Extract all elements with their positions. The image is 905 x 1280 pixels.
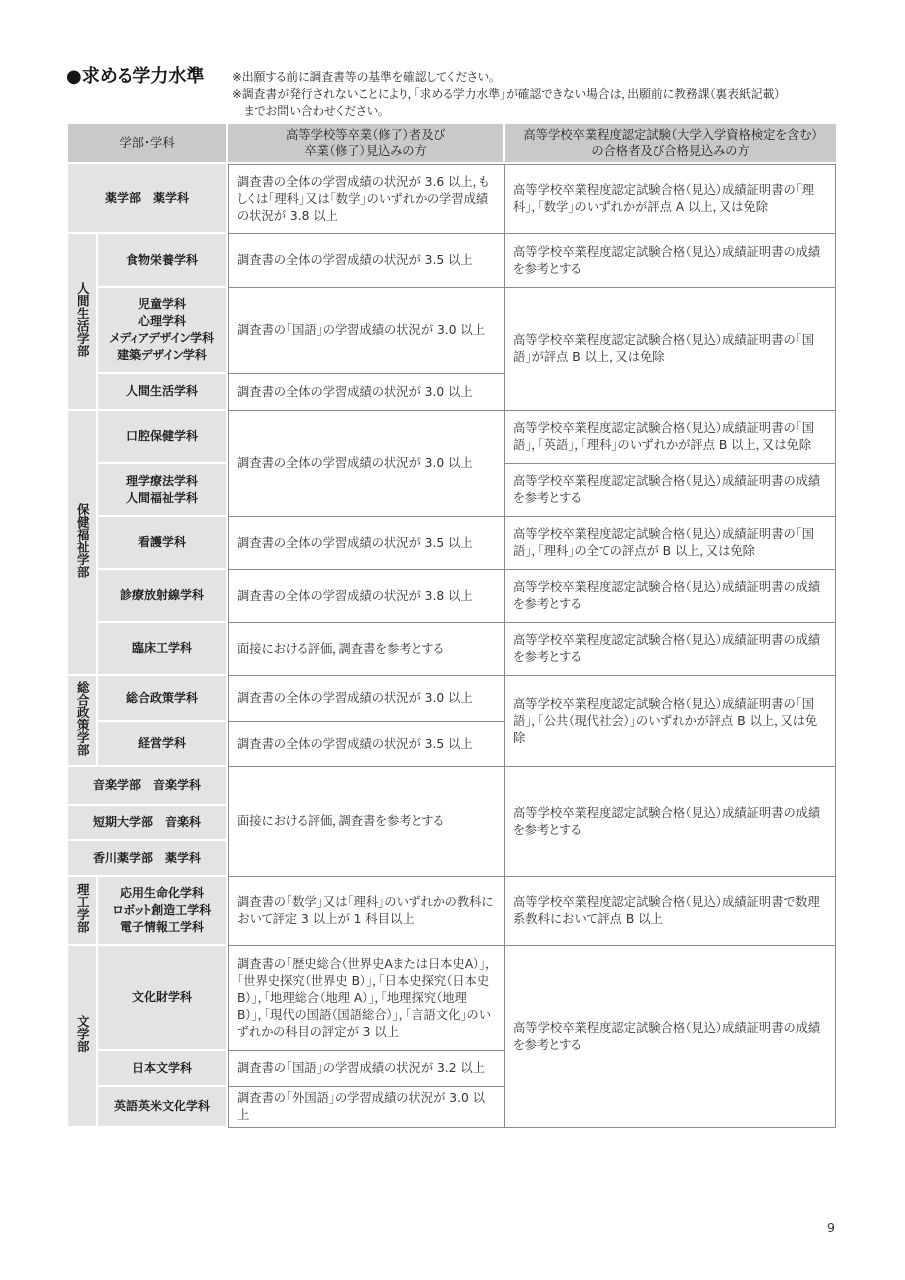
department-label: 音楽学部 音楽学科 (92, 778, 201, 792)
page-number: 9 (827, 1220, 835, 1235)
graduates-requirement-cell: 調査書の「国語」の学習成績の状況が 3.2 以上 (228, 1051, 505, 1087)
graduates-requirement-cell: 面接における評価，調査書を参考とする (228, 767, 505, 877)
table-row (68, 767, 836, 806)
department-label: 児童学科 (137, 297, 186, 311)
faculty-cell (68, 946, 98, 1128)
table-row (68, 517, 836, 570)
department-cell (98, 288, 228, 374)
graduates-requirement-cell: 調査書の全体の学習成績の状況が 3.0 以上 (228, 374, 505, 411)
table-row (68, 164, 836, 234)
graduates-requirement-cell: 調査書の全体の学習成績の状況が 3.5 以上 (228, 722, 505, 767)
department-cell (98, 411, 228, 464)
table-row (68, 570, 836, 623)
header-graduates-line: 卒業（修了）見込みの方 (304, 144, 427, 158)
certification-requirement-cell: 高等学校卒業程度認定試験合格（見込）成績証明書の成績を参考とする (505, 946, 836, 1128)
department-label: 日本文学科 (131, 1060, 192, 1075)
certification-requirement-cell: 高等学校卒業程度認定試験合格（見込）成績証明書で数理系教科において評点 B 以上 (505, 877, 836, 946)
header-graduates (228, 124, 505, 164)
header-graduates-line: 高等学校等卒業（修了）者及び (285, 128, 446, 142)
department-label: 電子情報工学科 (119, 920, 204, 934)
faculty-cell (68, 411, 98, 676)
department-cell (98, 623, 228, 676)
certification-requirement-cell: 高等学校卒業程度認定試験合格（見込）成績証明書の成績を参考とする (505, 623, 836, 676)
department-label: 人間生活学科 (125, 384, 198, 398)
section-title: ●求める学力水準 (66, 66, 205, 87)
faculty-label: 文学部 (75, 1014, 91, 1053)
table-row (68, 676, 836, 722)
table-header-row (68, 124, 836, 164)
department-cell (98, 570, 228, 623)
department-label: 文化財学科 (131, 990, 192, 1004)
department-label: 建築デザイン学科 (117, 348, 207, 362)
department-cell (98, 464, 228, 517)
certification-requirement-cell: 高等学校卒業程度認定試験合格（見込）成績証明書の「国語」，「理科」の全ての評点が B 以上，又は免除 (505, 517, 836, 570)
header-certification-line: 高等学校卒業程度認定試験（大学入学資格検定を含む） (523, 128, 818, 142)
faculty-cell (68, 877, 98, 946)
faculty-label: 総合政策学部 (75, 680, 91, 756)
table-row (68, 623, 836, 676)
department-cell (68, 767, 228, 806)
faculty-label: 人間生活学部 (75, 281, 91, 357)
department-label: ロボット創造工学科 (112, 903, 212, 917)
department-cell (98, 1087, 228, 1128)
department-label: 食物栄養学科 (125, 252, 198, 267)
graduates-requirement-cell: 調査書の「数学」又は「理科」のいずれかの教科において評定 3 以上が 1 科目以上 (228, 877, 505, 946)
table-row (68, 946, 836, 1051)
certification-requirement-cell: 高等学校卒業程度認定試験合格（見込）成績証明書の成績を参考とする (505, 234, 836, 288)
department-cell (98, 946, 228, 1051)
department-label: 理学療法学科 (125, 473, 198, 488)
header-department-label: 学部・学科 (119, 136, 175, 150)
department-label: 英語英米文化学科 (113, 1099, 210, 1113)
graduates-requirement-cell: 調査書の「歴史総合（世界史Aまたは日本史A）」，「世界史探究（世界史 B）」，「日本史探究（日本史 B）」，「地理総合（地理 A）」，「地理探究（地理 B）」，「現代の国語（国語総合）」，「言語文化」のいずれかの科目の評定が 3 以上 (228, 946, 505, 1051)
certification-requirement-cell: 高等学校卒業程度認定試験合格（見込）成績証明書の成績を参考とする (505, 464, 836, 517)
graduates-requirement-cell: 調査書の全体の学習成績の状況が 3.5 以上 (228, 517, 505, 570)
faculty-label: 理工学部 (75, 883, 91, 933)
department-cell (68, 164, 228, 234)
department-label: 薬学部 薬学科 (104, 190, 189, 205)
requirements-table (68, 124, 836, 1128)
certification-requirement-cell: 高等学校卒業程度認定試験合格（見込）成績証明書の「国語」が評点 B 以上，又は免除 (505, 288, 836, 411)
graduates-requirement-cell: 調査書の全体の学習成績の状況が 3.0 以上 (228, 411, 505, 517)
department-label: 看護学科 (137, 535, 186, 549)
department-label: 臨床工学科 (131, 641, 192, 655)
table-row (68, 234, 836, 288)
graduates-requirement-cell: 調査書の全体の学習成績の状況が 3.8 以上 (228, 570, 505, 623)
faculty-cell (68, 234, 98, 411)
graduates-requirement-cell: 調査書の全体の学習成績の状況が 3.0 以上 (228, 676, 505, 722)
department-label: 心理学科 (137, 314, 186, 328)
department-cell (98, 374, 228, 411)
graduates-requirement-cell: 調査書の「外国語」の学習成績の状況が 3.0 以上 (228, 1087, 505, 1128)
department-label: 短期大学部 音楽科 (92, 815, 201, 829)
table-row (68, 411, 836, 464)
department-label: 応用生命化学科 (119, 886, 204, 900)
department-cell (98, 722, 228, 767)
note-line: までお問い合わせください。 (243, 104, 384, 118)
department-cell (68, 806, 228, 841)
notes (232, 69, 780, 120)
department-label: メディアデザイン学科 (109, 331, 215, 345)
department-cell (68, 841, 228, 877)
certification-requirement-cell: 高等学校卒業程度認定試験合格（見込）成績証明書の成績を参考とする (505, 570, 836, 623)
department-label: 経営学科 (137, 736, 186, 750)
department-cell (98, 517, 228, 570)
department-cell (98, 234, 228, 288)
department-label: 香川薬学部 薬学科 (92, 850, 201, 865)
department-cell (98, 676, 228, 722)
department-cell (98, 1051, 228, 1087)
graduates-requirement-cell: 調査書の全体の学習成績の状況が 3.5 以上 (228, 234, 505, 288)
department-label: 口腔保健学科 (125, 429, 198, 443)
department-cell (98, 877, 228, 946)
certification-requirement-cell: 高等学校卒業程度認定試験合格（見込）成績証明書の「国語」，「公共（現代社会）」のいずれかが評点 B 以上，又は免除 (505, 676, 836, 767)
faculty-cell (68, 676, 98, 767)
department-label: 診療放射線学科 (119, 588, 204, 602)
note-line: ※出願する前に調査書等の基準を確認してください。 (232, 70, 495, 84)
graduates-requirement-cell: 調査書の「国語」の学習成績の状況が 3.0 以上 (228, 288, 505, 374)
graduates-requirement-cell: 調査書の全体の学習成績の状況が 3.6 以上，もしくは「理科」又は「数学」のいずれかの学習成績の状況が 3.8 以上 (228, 164, 505, 234)
header-certification (505, 124, 836, 164)
graduates-requirement-cell: 面接における評価，調査書を参考とする (228, 623, 505, 676)
header-department (68, 124, 228, 164)
header-certification-line: の合格者及び合格見込みの方 (591, 144, 750, 158)
table-row (68, 877, 836, 946)
table-row (68, 288, 836, 374)
faculty-label: 保健福祉学部 (75, 502, 91, 578)
note-line: ※調査書が発行されないことにより，「求める学力水準」が確認できない場合は，出願前に教務課（裏表紙記載） (232, 87, 781, 101)
department-label: 総合政策学科 (125, 690, 198, 705)
certification-requirement-cell: 高等学校卒業程度認定試験合格（見込）成績証明書の「理科」，「数学」のいずれかが評点 A 以上，又は免除 (505, 164, 836, 234)
certification-requirement-cell: 高等学校卒業程度認定試験合格（見込）成績証明書の成績を参考とする (505, 767, 836, 877)
certification-requirement-cell: 高等学校卒業程度認定試験合格（見込）成績証明書の「国語」，「英語」，「理科」のいずれかが評点 B 以上，又は免除 (505, 411, 836, 464)
department-label: 人間福祉学科 (125, 490, 198, 505)
